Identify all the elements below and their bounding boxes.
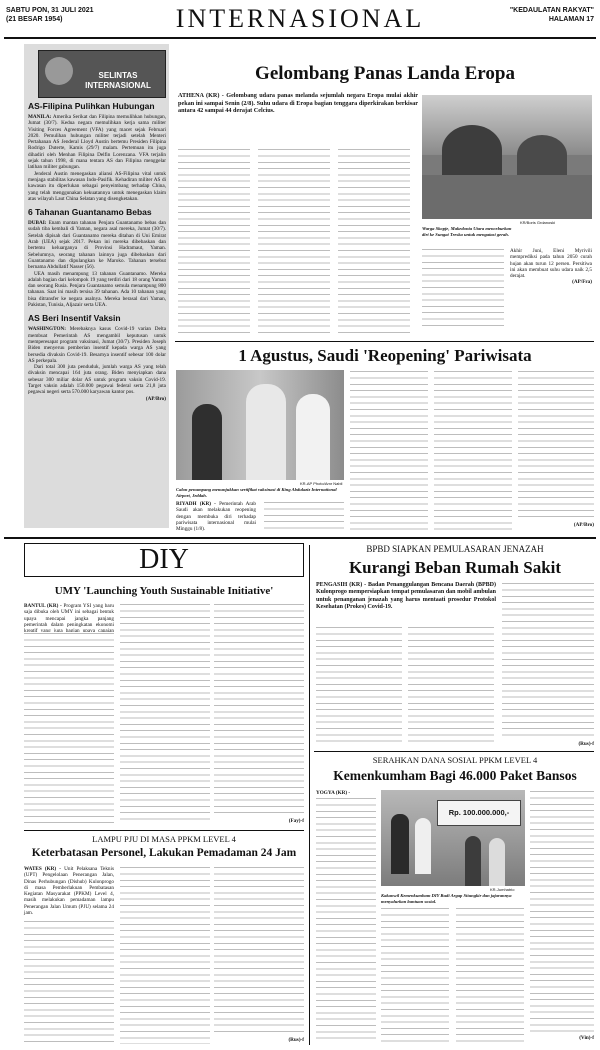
article-2-lead: RIYADH (KR) -	[176, 501, 216, 507]
article-5-col-3	[456, 907, 524, 1042]
article-1-col-3	[338, 148, 410, 338]
date-line: SABTU PON, 31 JULI 2021	[6, 7, 94, 14]
article-5-photo-credit: KR-Jumhatrio	[490, 887, 515, 892]
sidebar-sign: (AP/Bro)	[145, 395, 166, 402]
article-1-caption: Warga Skopje, Makedonia Utara menceburkan diri ke Sungai Treska untuk mengatasi gerah.	[422, 226, 512, 237]
article-4-col-1	[316, 626, 402, 746]
article-4-lead: PENGASIH (KR) -	[316, 582, 367, 588]
article-6-headline: Keterbatasan Personel, Lakukan Pemadaman 24 Jam	[31, 847, 297, 859]
date-line-javanese: (21 BESAR 1954)	[6, 16, 63, 23]
article-6-text: Unit Pelaksana Teknis (UPT) Pengelolaan Penerangan Jalan, Dinas Perhubungan (Dishub) Kulonprogo di masa Pemberlakuan Pembatasan Kegiatan Masyarakat (PPKM) Level 4, masih melakukan pemadaman lampu Penerangan Jalan Umum (PJU) selama 24 jam.	[24, 866, 114, 917]
sidebar-text-2b: UEA masih menampung 13 tahanan Guantanamo. Mereka adalah bagian dari kelompok 19 yang terdiri dari 18 orang Yaman dan seorang Rusia. Penjara Guantanamo semula menampung 800 tahanan. Saat ini masih tersisa 39 tahanan. Ada 10 tahanan yang bisa ditransfer ke negara asalnya. Mereka berasal dari Yaman, Pakistan, Tunisia, Aljazair serta UEA.	[28, 270, 166, 309]
article-3-text: Program YSI yang baru saja dibuka oleh UMY ini sebagai bentuk upaya mencapai jangka panjang pemerintah dalam peningkatan ekonomi	[24, 603, 114, 628]
sidebar-text-1b: Jenderal Austin menegaskan aliansi AS-Filipina vital untuk menjaga stabilitas kawasan Indo-Pasifik. Kehadiran militer AS di kawasan itu diperlukan sebagai penyeimbang terhadap China, yang telah menggunakan kekuatannya untuk menegaskan klaim atas wilayah Laut China Selatan yang disengketakan.	[28, 170, 166, 202]
article-2-text: Pemerintah Arab Saudi akan melakukan reopening dengan membuka diri terhadap pariwisata internasional mulai Minggu (1/8).	[176, 501, 256, 533]
donation-board	[437, 800, 521, 826]
article-4-sign: (Rus)-f	[578, 741, 594, 747]
article-4-kicker: BPBD SIAPKAN PEMULASARAN JENAZAH	[366, 544, 544, 554]
article-5-col-1	[316, 790, 376, 796]
rule-a3	[24, 830, 304, 831]
article-6-col-1	[24, 866, 114, 916]
header-rule	[4, 37, 596, 39]
article-5-lead: YOGYA (KR) -	[316, 790, 351, 796]
section-rule	[4, 537, 596, 539]
article-5-kicker: SERAHKAN DANA SOSIAL PPKM LEVEL 4	[372, 755, 538, 765]
banner-title: SELINTAS INTERNASIONAL	[85, 71, 151, 90]
article-5-photo	[381, 790, 525, 886]
sidebar-text-2: DUBAI: Enam mantan tahanan Penjara Guantanamo bebas dan sudah tiba kembali di Yaman, negara asal mereka, Jumat (30/7). Setelah dipisah dari Guantanamo mereka ditahan di Uni Emirat Arab (UEA) sejak 2017. Pekan ini mereka dibebaskan dan bertemu keluarganya di Provinsi Hadramaut, Yaman. Sebelumnya, seorang tahanan lainnya juga dibebaskan dari Guantanamo dan dipulangkan ke Maroko. Tahanan tersebut bernama Abdullatif Nasser (56).	[28, 220, 166, 271]
donation-board-amount: Rp. 100.000.000,-	[448, 808, 510, 817]
article-4-col-3	[502, 582, 594, 740]
sidebar-text-1: MANILA: Amerika Serikat dan Filipina memulihkan hubungan, Jumat (30/7). Kedua negara memulihkan kerja sama militer Visiting Forces Agreement (VFA) yang macet sejak Februari 2020. Pemulihan hubungan militer terjadi setelah Menteri Pertahanan AS Jenderal Lloyd Austin bertemu Presiden Filipina Rodrigo Duterte, Kamis (29/7) malam. Pertemuan itu juga dihadiri oleh Menhan Filipina Delfin Lorenzana. VFA terjalin sejak tahun 1998, di mana tentara AS dan Filipina menggelar latihan militer gabungan.	[28, 114, 166, 171]
article-2-col-2	[264, 501, 344, 531]
article-3-col-3	[214, 603, 304, 817]
sidebar-headline-1: AS-Filipina Pulihkan Hubungan	[28, 101, 155, 111]
article-1-intro-text: Gelombang udara panas melanda sejumlah negara Eropa mulai akhir pekan ini sampai Senin (2/8). Suhu udara di Eropa bagian tenggara diperkirakan berkisar antara 42 sampai 44 derajat Celcius.	[178, 92, 418, 115]
article-2-col-3	[350, 370, 428, 532]
article-6-kicker: LAMPU PJU DI MASA PPKM LEVEL 4	[92, 834, 236, 844]
article-1-headline: Gelombang Panas Landa Eropa	[255, 63, 515, 84]
diy-label: DIY	[24, 543, 304, 577]
sidebar-banner	[38, 50, 166, 98]
header-paper	[510, 6, 594, 24]
article-4-intro-text: Badan Penanggulangan Bencana Daerah (BPBD) Kulonprogo mempersiapkan tempat pemulasaran dan mobil ambulan untuk penanganan jenazah yang harus mentaati prosedur Protokol Kesehatan (Prokes) Covid-19.	[316, 582, 496, 611]
article-1-photo-credit: KR/Boris Grdanoski	[520, 220, 556, 225]
article-1-col-4	[422, 248, 504, 326]
article-5-col-4	[530, 790, 594, 1034]
article-3-col-2	[120, 603, 210, 824]
rule-a4	[314, 751, 594, 752]
article-1-sign: (AP/Fra)	[572, 279, 592, 286]
sidebar-headline-2: 6 Tahanan Guantanamo Bebas	[28, 207, 152, 218]
article-2-photo	[176, 370, 344, 480]
article-6-lead: WATES (KR) -	[24, 866, 61, 872]
article-6-col-3	[214, 866, 304, 1036]
article-5-caption: Kakanwil Kemenkumham DIY Budi Argap Situngkir dan jajarannya menyalurkan bantuan sosial.	[381, 893, 512, 904]
article-3-lead: BANTUL (KR) -	[24, 603, 62, 609]
article-5-sign: (Vin)-f	[579, 1035, 594, 1041]
article-2-sign: (AP/Bro)	[573, 522, 594, 528]
article-1-photo	[422, 95, 592, 219]
article-1-tail: Akhir Juni, Eleni Myrivili memprediksi pada tahun 2050 curah hujan akan turun 12 persen. Persitiwa ini akan membuat suhu udara naik 2,5 derajat.	[510, 248, 592, 280]
article-2-col-1	[176, 501, 256, 532]
page-number: HALAMAN 17	[548, 16, 594, 23]
article-5-headline: Kemenkumham Bagi 46.000 Paket Bansos	[333, 768, 577, 783]
article-4-headline: Kurangi Beban Rumah Sakit	[348, 558, 562, 577]
sidebar-text-3b: Dari total 300 juta penduduk, jumlah warga AS yang telah divaksin mencapai 164 juta orang. Biden menyiapkan dana sebesar 300 miliar dolar AS untuk program vaksin Covid-19. Target vaksin adalah 150.000 pegawai federal serta 21,8 juta pegawai negeri serta 570.000 karyawan kantor pos.	[28, 364, 166, 396]
rule-a1	[175, 341, 594, 342]
article-2-photo-credit: KR-AP Photo/Amr Nabil	[300, 481, 343, 486]
article-2-col-4	[434, 370, 512, 532]
article-3-sign: (Fay)-f	[288, 818, 304, 824]
article-3-col-1b	[24, 632, 114, 824]
article-4-intro	[316, 582, 496, 612]
article-3-headline: UMY 'Launching Youth Sustainable Initiative'	[54, 585, 274, 597]
article-4-col-2	[408, 626, 494, 746]
paper-name: "KEDAULATAN RAKYAT"	[509, 7, 594, 14]
sidebar-column	[28, 101, 166, 402]
article-1-intro	[178, 92, 418, 115]
sidebar-text-3: WASHINGTON: Merebaknya kasus Covid-19 varian Delta membuat Pemerintah AS mengambil keputusan untuk memperesapat program vaksinasi, Jumat (30/7). Presiden Joseph Biden menyeruu pemberian insentif kepada warga AS yang bersedia divaksin Covid-19. Besarnya insentif sebesar 100 dolar AS perkepala.	[28, 326, 167, 364]
article-6-col-1b	[24, 920, 114, 1044]
article-1-col-2	[258, 148, 330, 338]
article-5-col-1b	[316, 797, 376, 1042]
article-1-col-1	[178, 148, 250, 338]
article-1-lead: ATHENA (KR) -	[178, 92, 224, 99]
article-6-sign: (Rus)-f	[288, 1037, 304, 1043]
column-divider	[309, 545, 310, 1045]
globe-icon	[45, 57, 73, 85]
article-2-headline: 1 Agustus, Saudi 'Reopening' Pariwisata	[238, 346, 532, 365]
section-title: INTERNASIONAL	[175, 4, 425, 33]
article-2-caption: Calon penumpang menunjukkan sertifikat vaksinasi di King Abdulaziz International Airport, Jeddah.	[176, 487, 337, 498]
article-2-col-5	[518, 370, 594, 522]
article-1-col-5	[510, 248, 592, 286]
article-2-end	[518, 522, 594, 528]
article-5-col-2	[381, 907, 449, 1042]
sidebar-headline-3: AS Beri Insentif Vaksin	[28, 313, 121, 324]
article-6-col-2	[120, 866, 210, 1044]
